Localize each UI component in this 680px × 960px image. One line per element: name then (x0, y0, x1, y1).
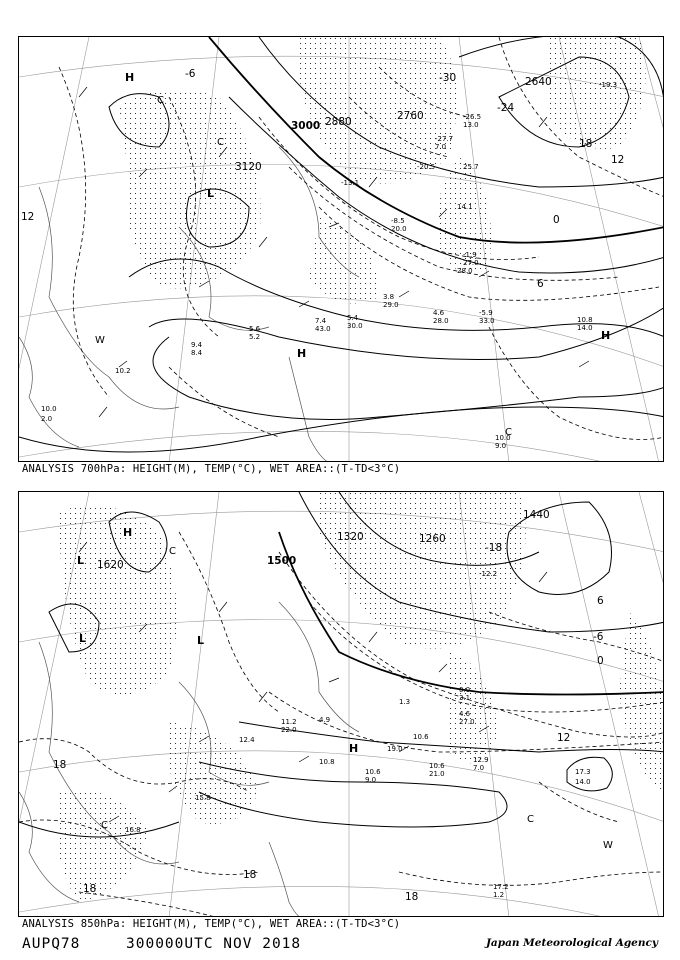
wet-area-stipple (119, 37, 646, 304)
station-value: 4.6 (433, 309, 445, 317)
contour-label: 3120 (235, 161, 262, 173)
panel-caption-850hpa: ANALYSIS 850hPa: HEIGHT(M), TEMP(°C), WET AREA::(T-TD<3°C) (22, 918, 401, 930)
station-value: 2.0 (41, 415, 53, 423)
valid-time: 300000UTC NOV 2018 (126, 936, 302, 952)
station-value: 21.0 (429, 770, 445, 778)
contour-label: 1500 (267, 555, 297, 567)
map-700hpa (19, 37, 664, 462)
station-value: 11.2 (281, 718, 297, 726)
contour-label: 12 (611, 154, 625, 166)
contour-label: 1320 (337, 531, 364, 543)
high-center: H (125, 71, 135, 84)
low-center: L (77, 554, 85, 567)
station-value: 1.3 (399, 698, 411, 706)
contour-label: 18 (53, 759, 67, 771)
station-value: 8.4 (191, 349, 203, 357)
contour-label: 0 (553, 214, 560, 226)
station-value: 28.0 (433, 317, 449, 325)
station-value: 27.0 (459, 718, 475, 726)
station-value: 17.2 (493, 883, 509, 891)
station-value: 15.8 (195, 794, 211, 802)
station-value: 43.0 (315, 325, 331, 333)
station-value: 9.4 (191, 341, 203, 349)
warm-center: W (603, 840, 613, 851)
station-value: 3.1 (459, 694, 471, 702)
station-value: -27.7 (435, 135, 454, 143)
contour-label: -30 (439, 72, 457, 84)
station-value: 10.6 (413, 733, 429, 741)
station-value: 0.0 (459, 686, 471, 694)
cold-center: C (217, 137, 224, 148)
station-value: 10.2 (115, 367, 131, 375)
contour-label: 1440 (523, 509, 550, 521)
station-value: 7.4 (315, 317, 327, 325)
station-value: 27.0 (463, 259, 479, 267)
station-value: -8.5 (391, 217, 405, 225)
station-value: 12.9 (473, 756, 489, 764)
cold-center: C (101, 820, 108, 831)
station-value: 9.0 (365, 776, 377, 784)
station-value: -13.1 (341, 179, 360, 187)
map-panel-700hpa (18, 36, 664, 462)
station-value: -20.5 (417, 163, 436, 171)
low-center: L (197, 634, 205, 647)
station-value: 4.6 (459, 710, 471, 718)
map-850hpa (19, 492, 664, 917)
contour-label: 0 (597, 655, 604, 667)
station-value: 33.0 (479, 317, 495, 325)
station-value: 19.0 (387, 745, 403, 753)
contour-label: 2640 (525, 76, 552, 88)
contour-label: 6 (597, 595, 604, 607)
cold-center: C (157, 95, 164, 106)
station-value: 25.7 (463, 163, 479, 171)
station-value: 20.0 (391, 225, 407, 233)
station-value: 3.8 (383, 293, 395, 301)
high-center: H (297, 347, 307, 360)
station-value: 14.1 (457, 203, 473, 211)
agency-name: Japan Meteorological Agency (485, 937, 658, 949)
station-value: 7.0 (473, 764, 485, 772)
station-value: 16.8 (125, 826, 141, 834)
station-value: 7.0 (435, 143, 447, 151)
station-value: -5.9 (479, 309, 493, 317)
station-value: 4.9 (319, 716, 331, 724)
station-value: 13.0 (463, 121, 479, 129)
station-value: 14.0 (575, 778, 591, 786)
cold-center: C (505, 427, 512, 438)
contour-label: -24 (497, 102, 515, 114)
wet-area-stipple (57, 492, 665, 902)
station-value: 5.2 (249, 333, 261, 341)
station-value: 10.6 (365, 768, 381, 776)
station-value: 5.6 (249, 325, 261, 333)
chart-code: AUPQ78 (22, 936, 81, 952)
contour-label: 1260 (419, 533, 446, 545)
contour-label: 18 (243, 869, 257, 881)
high-center: H (349, 742, 359, 755)
map-panel-850hpa (18, 491, 664, 917)
low-center: L (207, 187, 215, 200)
station-value: 30.0 (347, 322, 363, 330)
station-value: -19.3 (599, 81, 618, 89)
contour-label: 18 (579, 138, 593, 150)
contour-label: -6 (185, 68, 196, 80)
contour-label: 2760 (397, 110, 424, 122)
station-value: 5.4 (347, 314, 359, 322)
station-value: 14.0 (577, 324, 593, 332)
high-center: H (601, 329, 611, 342)
contour-label: 18 (405, 891, 419, 903)
high-center: H (123, 526, 133, 539)
station-value: 10.6 (429, 762, 445, 770)
cold-center: C (169, 546, 176, 557)
warm-center: W (95, 335, 105, 346)
contour-label: 1620 (97, 559, 124, 571)
contour-label: 6 (537, 278, 544, 290)
low-center: L (79, 632, 87, 645)
station-value: 9.0 (495, 442, 507, 450)
contour-label: 2880 (325, 116, 352, 128)
station-value: 17.3 (575, 768, 591, 776)
station-value: -12.2 (479, 570, 498, 578)
contour-label: -6 (593, 631, 604, 643)
contour-label: 12 (21, 211, 35, 223)
contour-label: -18 (485, 542, 503, 554)
panel-caption-700hpa: ANALYSIS 700hPa: HEIGHT(M), TEMP(°C), WET AREA::(T-TD<3°C) (22, 463, 401, 475)
station-value: 28.0 (457, 267, 473, 275)
station-value: 10.0 (495, 434, 511, 442)
station-value: 10.8 (577, 316, 593, 324)
station-value: 29.0 (383, 301, 399, 309)
contour-label: 18 (83, 883, 97, 895)
station-value: -1.9 (463, 251, 477, 259)
station-value: 10.0 (41, 405, 57, 413)
station-value: 22.0 (281, 726, 297, 734)
contour-label: 3000 (291, 120, 321, 132)
cold-center: C (527, 814, 534, 825)
station-value: 12.4 (239, 736, 255, 744)
station-value: -26.5 (463, 113, 482, 121)
station-value: 1.2 (493, 891, 505, 899)
station-value: 10.8 (319, 758, 335, 766)
contour-label: 12 (557, 732, 571, 744)
